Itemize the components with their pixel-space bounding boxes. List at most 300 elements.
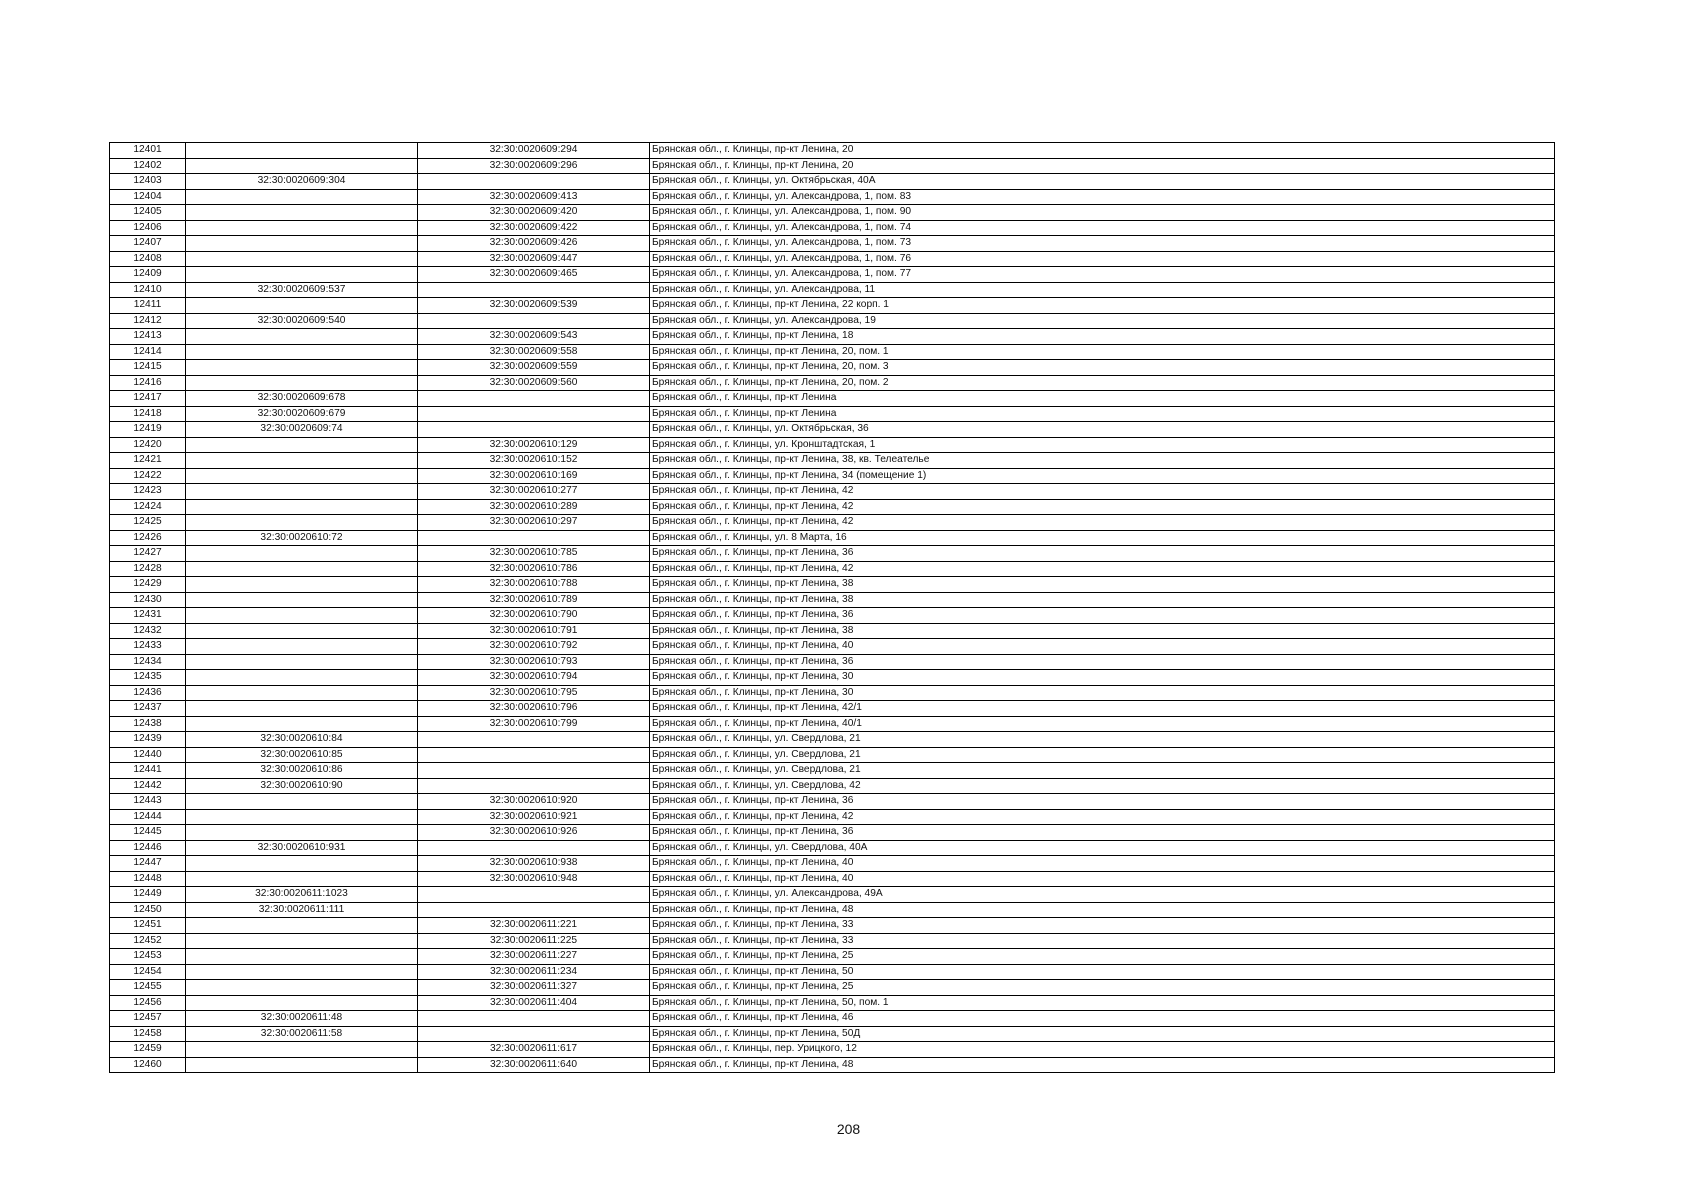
- cadastral-number-b-cell: [418, 887, 650, 903]
- row-number-cell: 12446: [110, 840, 186, 856]
- cadastral-number-a-cell: [186, 933, 418, 949]
- cadastral-number-b-cell: [418, 391, 650, 407]
- row-number-cell: 12460: [110, 1057, 186, 1073]
- cadastral-number-a-cell: 32:30:0020611:111: [186, 902, 418, 918]
- row-number-cell: 12451: [110, 918, 186, 934]
- address-cell: Брянская обл., г. Клинцы, пр-кт Ленина, 42/1: [650, 701, 1555, 717]
- table-row: [110, 701, 1555, 717]
- row-number-cell: 12439: [110, 732, 186, 748]
- cadastral-number-a-cell: 32:30:0020609:540: [186, 313, 418, 329]
- cadastral-number-b-cell: 32:30:0020610:277: [418, 484, 650, 500]
- cadastral-number-a-cell: [186, 794, 418, 810]
- cadastral-number-b-cell: 32:30:0020610:920: [418, 794, 650, 810]
- cadastral-number-b-cell: 32:30:0020609:447: [418, 251, 650, 267]
- cadastral-number-a-cell: [186, 623, 418, 639]
- cadastral-number-b-cell: 32:30:0020609:422: [418, 220, 650, 236]
- cadastral-number-a-cell: [186, 360, 418, 376]
- table-row: [110, 189, 1555, 205]
- cadastral-number-a-cell: [186, 546, 418, 562]
- cadastral-number-a-cell: [186, 220, 418, 236]
- cadastral-number-a-cell: [186, 654, 418, 670]
- address-cell: Брянская обл., г. Клинцы, пр-кт Ленина, 36: [650, 794, 1555, 810]
- table-row: [110, 716, 1555, 732]
- address-cell: Брянская обл., г. Клинцы, пр-кт Ленина, 33: [650, 933, 1555, 949]
- address-cell: Брянская обл., г. Клинцы, пр-кт Ленина, 34 (помещение 1): [650, 468, 1555, 484]
- cadastral-number-b-cell: 32:30:0020611:221: [418, 918, 650, 934]
- cadastral-number-b-cell: [418, 174, 650, 190]
- cadastral-number-a-cell: [186, 344, 418, 360]
- cadastral-number-b-cell: 32:30:0020610:793: [418, 654, 650, 670]
- cadastral-number-b-cell: 32:30:0020610:791: [418, 623, 650, 639]
- cadastral-number-b-cell: [418, 763, 650, 779]
- row-number-cell: 12407: [110, 236, 186, 252]
- cadastral-number-b-cell: 32:30:0020610:921: [418, 809, 650, 825]
- cadastral-number-a-cell: [186, 158, 418, 174]
- address-cell: Брянская обл., г. Клинцы, ул. Александрова, 1, пом. 76: [650, 251, 1555, 267]
- cadastral-number-a-cell: [186, 267, 418, 283]
- address-cell: Брянская обл., г. Клинцы, ул. Александрова, 11: [650, 282, 1555, 298]
- row-number-cell: 12418: [110, 406, 186, 422]
- address-cell: Брянская обл., г. Клинцы, пр-кт Ленина, 22 корп. 1: [650, 298, 1555, 314]
- address-cell: Брянская обл., г. Клинцы, пр-кт Ленина, 20, пом. 1: [650, 344, 1555, 360]
- table-row: [110, 406, 1555, 422]
- row-number-cell: 12457: [110, 1011, 186, 1027]
- row-number-cell: 12435: [110, 670, 186, 686]
- address-cell: Брянская обл., г. Клинцы, пер. Урицкого, 12: [650, 1042, 1555, 1058]
- cadastral-number-b-cell: 32:30:0020610:926: [418, 825, 650, 841]
- cadastral-number-a-cell: [186, 871, 418, 887]
- address-cell: Брянская обл., г. Клинцы, пр-кт Ленина, 33: [650, 918, 1555, 934]
- address-cell: Брянская обл., г. Клинцы, ул. Александрова, 1, пом. 74: [650, 220, 1555, 236]
- cadastral-number-b-cell: 32:30:0020609:559: [418, 360, 650, 376]
- row-number-cell: 12422: [110, 468, 186, 484]
- table-row: [110, 499, 1555, 515]
- cadastral-number-a-cell: 32:30:0020609:74: [186, 422, 418, 438]
- address-cell: Брянская обл., г. Клинцы, пр-кт Ленина, 36: [650, 654, 1555, 670]
- cadastral-number-a-cell: [186, 716, 418, 732]
- cadastral-number-a-cell: 32:30:0020609:679: [186, 406, 418, 422]
- cadastral-number-b-cell: 32:30:0020610:297: [418, 515, 650, 531]
- table-row: [110, 313, 1555, 329]
- cadastral-number-a-cell: [186, 484, 418, 500]
- cadastral-number-b-cell: 32:30:0020610:792: [418, 639, 650, 655]
- table-row: [110, 468, 1555, 484]
- cadastral-number-b-cell: [418, 422, 650, 438]
- table-row: [110, 871, 1555, 887]
- cadastral-number-a-cell: [186, 329, 418, 345]
- cadastral-number-a-cell: [186, 251, 418, 267]
- row-number-cell: 12458: [110, 1026, 186, 1042]
- row-number-cell: 12409: [110, 267, 186, 283]
- row-number-cell: 12433: [110, 639, 186, 655]
- address-cell: Брянская обл., г. Клинцы, ул. 8 Марта, 16: [650, 530, 1555, 546]
- row-number-cell: 12428: [110, 561, 186, 577]
- table-row: [110, 809, 1555, 825]
- cadastral-number-b-cell: 32:30:0020611:225: [418, 933, 650, 949]
- table-row: [110, 437, 1555, 453]
- table-row: [110, 685, 1555, 701]
- address-cell: Брянская обл., г. Клинцы, ул. Александрова, 1, пом. 90: [650, 205, 1555, 221]
- table-row: [110, 887, 1555, 903]
- cadastral-number-b-cell: [418, 406, 650, 422]
- row-number-cell: 12401: [110, 143, 186, 159]
- page-number: 208: [836, 1121, 861, 1137]
- table-row: [110, 1057, 1555, 1073]
- cadastral-number-b-cell: 32:30:0020610:129: [418, 437, 650, 453]
- row-number-cell: 12411: [110, 298, 186, 314]
- cadastral-number-a-cell: [186, 515, 418, 531]
- table-row: [110, 995, 1555, 1011]
- table-row: [110, 205, 1555, 221]
- address-cell: Брянская обл., г. Клинцы, ул. Октябрьская, 40А: [650, 174, 1555, 190]
- cadastral-number-a-cell: [186, 1057, 418, 1073]
- table-row: [110, 391, 1555, 407]
- row-number-cell: 12436: [110, 685, 186, 701]
- table-row: [110, 732, 1555, 748]
- row-number-cell: 12404: [110, 189, 186, 205]
- cadastral-number-a-cell: [186, 453, 418, 469]
- table-row: [110, 267, 1555, 283]
- address-cell: Брянская обл., г. Клинцы, пр-кт Ленина, 50: [650, 964, 1555, 980]
- table-row: [110, 654, 1555, 670]
- row-number-cell: 12448: [110, 871, 186, 887]
- address-cell: Брянская обл., г. Клинцы, пр-кт Ленина: [650, 391, 1555, 407]
- address-cell: Брянская обл., г. Клинцы, пр-кт Ленина, 18: [650, 329, 1555, 345]
- cadastral-number-b-cell: [418, 1011, 650, 1027]
- address-cell: Брянская обл., г. Клинцы, пр-кт Ленина, 50, пом. 1: [650, 995, 1555, 1011]
- row-number-cell: 12450: [110, 902, 186, 918]
- address-cell: Брянская обл., г. Клинцы, пр-кт Ленина, 30: [650, 670, 1555, 686]
- row-number-cell: 12438: [110, 716, 186, 732]
- cadastral-number-a-cell: [186, 236, 418, 252]
- row-number-cell: 12437: [110, 701, 186, 717]
- table-row: [110, 608, 1555, 624]
- cadastral-number-b-cell: 32:30:0020609:296: [418, 158, 650, 174]
- cadastral-number-a-cell: 32:30:0020610:931: [186, 840, 418, 856]
- table-row: [110, 794, 1555, 810]
- row-number-cell: 12421: [110, 453, 186, 469]
- row-number-cell: 12419: [110, 422, 186, 438]
- row-number-cell: 12414: [110, 344, 186, 360]
- table-row: [110, 747, 1555, 763]
- address-cell: Брянская обл., г. Клинцы, пр-кт Ленина, 20, пом. 2: [650, 375, 1555, 391]
- cadastral-number-a-cell: [186, 670, 418, 686]
- cadastral-number-a-cell: [186, 608, 418, 624]
- cadastral-number-a-cell: 32:30:0020609:304: [186, 174, 418, 190]
- address-cell: Брянская обл., г. Клинцы, пр-кт Ленина, 38: [650, 592, 1555, 608]
- cadastral-number-b-cell: 32:30:0020611:617: [418, 1042, 650, 1058]
- cadastral-number-a-cell: [186, 639, 418, 655]
- cadastral-number-b-cell: 32:30:0020610:948: [418, 871, 650, 887]
- cadastral-number-b-cell: [418, 530, 650, 546]
- cadastral-number-a-cell: [186, 375, 418, 391]
- table-row: [110, 546, 1555, 562]
- row-number-cell: 12408: [110, 251, 186, 267]
- table-row: [110, 964, 1555, 980]
- address-cell: Брянская обл., г. Клинцы, пр-кт Ленина, 25: [650, 949, 1555, 965]
- cadastral-number-a-cell: [186, 205, 418, 221]
- cadastral-number-b-cell: 32:30:0020610:796: [418, 701, 650, 717]
- cadastral-number-b-cell: 32:30:0020609:294: [418, 143, 650, 159]
- table-row: [110, 236, 1555, 252]
- cadastral-number-a-cell: [186, 825, 418, 841]
- table-row: [110, 623, 1555, 639]
- address-cell: Брянская обл., г. Клинцы, ул. Александрова, 19: [650, 313, 1555, 329]
- row-number-cell: 12413: [110, 329, 186, 345]
- cadastral-number-a-cell: 32:30:0020609:537: [186, 282, 418, 298]
- cadastral-number-a-cell: [186, 592, 418, 608]
- row-number-cell: 12427: [110, 546, 186, 562]
- cadastral-number-b-cell: 32:30:0020610:938: [418, 856, 650, 872]
- cadastral-number-a-cell: 32:30:0020610:85: [186, 747, 418, 763]
- table-row: [110, 158, 1555, 174]
- address-cell: Брянская обл., г. Клинцы, пр-кт Ленина, 40/1: [650, 716, 1555, 732]
- cadastral-number-a-cell: [186, 468, 418, 484]
- cadastral-number-a-cell: [186, 561, 418, 577]
- address-cell: Брянская обл., г. Клинцы, пр-кт Ленина, 42: [650, 561, 1555, 577]
- address-cell: Брянская обл., г. Клинцы, пр-кт Ленина, 36: [650, 546, 1555, 562]
- table-row: [110, 1042, 1555, 1058]
- cadastral-number-a-cell: 32:30:0020610:90: [186, 778, 418, 794]
- cadastral-number-b-cell: 32:30:0020610:785: [418, 546, 650, 562]
- row-number-cell: 12406: [110, 220, 186, 236]
- cadastral-number-a-cell: 32:30:0020610:72: [186, 530, 418, 546]
- cadastral-number-b-cell: [418, 732, 650, 748]
- row-number-cell: 12434: [110, 654, 186, 670]
- row-number-cell: 12432: [110, 623, 186, 639]
- row-number-cell: 12417: [110, 391, 186, 407]
- row-number-cell: 12431: [110, 608, 186, 624]
- table-row: [110, 577, 1555, 593]
- row-number-cell: 12405: [110, 205, 186, 221]
- cadastral-number-b-cell: 32:30:0020609:426: [418, 236, 650, 252]
- address-cell: Брянская обл., г. Клинцы, пр-кт Ленина, 42: [650, 499, 1555, 515]
- row-number-cell: 12440: [110, 747, 186, 763]
- address-cell: Брянская обл., г. Клинцы, пр-кт Ленина, 25: [650, 980, 1555, 996]
- registry-table-body: [110, 143, 1555, 1073]
- cadastral-number-b-cell: 32:30:0020610:786: [418, 561, 650, 577]
- cadastral-number-b-cell: 32:30:0020610:790: [418, 608, 650, 624]
- cadastral-number-b-cell: 32:30:0020609:543: [418, 329, 650, 345]
- cadastral-number-a-cell: [186, 964, 418, 980]
- cadastral-number-b-cell: 32:30:0020610:152: [418, 453, 650, 469]
- row-number-cell: 12425: [110, 515, 186, 531]
- cadastral-number-b-cell: 32:30:0020609:465: [418, 267, 650, 283]
- table-row: [110, 1011, 1555, 1027]
- cadastral-number-b-cell: [418, 313, 650, 329]
- cadastral-number-b-cell: 32:30:0020610:289: [418, 499, 650, 515]
- row-number-cell: 12402: [110, 158, 186, 174]
- address-cell: Брянская обл., г. Клинцы, пр-кт Ленина, 20: [650, 143, 1555, 159]
- row-number-cell: 12453: [110, 949, 186, 965]
- row-number-cell: 12429: [110, 577, 186, 593]
- address-cell: Брянская обл., г. Клинцы, пр-кт Ленина: [650, 406, 1555, 422]
- table-row: [110, 949, 1555, 965]
- address-cell: Брянская обл., г. Клинцы, пр-кт Ленина, 46: [650, 1011, 1555, 1027]
- table-row: [110, 360, 1555, 376]
- cadastral-number-a-cell: 32:30:0020609:678: [186, 391, 418, 407]
- cadastral-number-a-cell: 32:30:0020610:84: [186, 732, 418, 748]
- cadastral-number-b-cell: 32:30:0020610:789: [418, 592, 650, 608]
- cadastral-number-a-cell: [186, 918, 418, 934]
- row-number-cell: 12426: [110, 530, 186, 546]
- table-row: [110, 918, 1555, 934]
- cadastral-number-b-cell: [418, 902, 650, 918]
- row-number-cell: 12447: [110, 856, 186, 872]
- cadastral-number-a-cell: [186, 577, 418, 593]
- row-number-cell: 12445: [110, 825, 186, 841]
- row-number-cell: 12455: [110, 980, 186, 996]
- row-number-cell: 12444: [110, 809, 186, 825]
- address-cell: Брянская обл., г. Клинцы, пр-кт Ленина, 36: [650, 825, 1555, 841]
- address-cell: Брянская обл., г. Клинцы, пр-кт Ленина, 36: [650, 608, 1555, 624]
- cadastral-number-a-cell: 32:30:0020610:86: [186, 763, 418, 779]
- row-number-cell: 12403: [110, 174, 186, 190]
- row-number-cell: 12456: [110, 995, 186, 1011]
- cadastral-number-a-cell: [186, 701, 418, 717]
- address-cell: Брянская обл., г. Клинцы, пр-кт Ленина, 30: [650, 685, 1555, 701]
- table-row: [110, 561, 1555, 577]
- table-row: [110, 282, 1555, 298]
- address-cell: Брянская обл., г. Клинцы, пр-кт Ленина, 50Д: [650, 1026, 1555, 1042]
- registry-table: [109, 142, 1555, 1073]
- table-row: [110, 902, 1555, 918]
- table-row: [110, 825, 1555, 841]
- cadastral-number-a-cell: [186, 685, 418, 701]
- cadastral-number-b-cell: 32:30:0020609:413: [418, 189, 650, 205]
- row-number-cell: 12415: [110, 360, 186, 376]
- row-number-cell: 12420: [110, 437, 186, 453]
- row-number-cell: 12416: [110, 375, 186, 391]
- address-cell: Брянская обл., г. Клинцы, ул. Свердлова, 21: [650, 732, 1555, 748]
- cadastral-number-a-cell: [186, 298, 418, 314]
- cadastral-number-b-cell: [418, 840, 650, 856]
- cadastral-number-a-cell: [186, 856, 418, 872]
- address-cell: Брянская обл., г. Клинцы, пр-кт Ленина, 40: [650, 856, 1555, 872]
- row-number-cell: 12454: [110, 964, 186, 980]
- row-number-cell: 12442: [110, 778, 186, 794]
- address-cell: Брянская обл., г. Клинцы, ул. Свердлова, 21: [650, 747, 1555, 763]
- cadastral-number-b-cell: 32:30:0020609:560: [418, 375, 650, 391]
- cadastral-number-b-cell: 32:30:0020611:327: [418, 980, 650, 996]
- table-row: [110, 251, 1555, 267]
- cadastral-number-b-cell: 32:30:0020611:640: [418, 1057, 650, 1073]
- table-row: [110, 592, 1555, 608]
- table-row: [110, 778, 1555, 794]
- table-row: [110, 453, 1555, 469]
- row-number-cell: 12459: [110, 1042, 186, 1058]
- cadastral-number-b-cell: 32:30:0020610:795: [418, 685, 650, 701]
- table-row: [110, 422, 1555, 438]
- address-cell: Брянская обл., г. Клинцы, ул. Александрова, 1, пом. 73: [650, 236, 1555, 252]
- address-cell: Брянская обл., г. Клинцы, пр-кт Ленина, 42: [650, 809, 1555, 825]
- address-cell: Брянская обл., г. Клинцы, пр-кт Ленина, 42: [650, 484, 1555, 500]
- cadastral-number-b-cell: 32:30:0020609:558: [418, 344, 650, 360]
- cadastral-number-a-cell: [186, 995, 418, 1011]
- row-number-cell: 12430: [110, 592, 186, 608]
- cadastral-number-a-cell: [186, 949, 418, 965]
- table-row: [110, 670, 1555, 686]
- table-row: [110, 933, 1555, 949]
- address-cell: Брянская обл., г. Клинцы, пр-кт Ленина, 20, пом. 3: [650, 360, 1555, 376]
- cadastral-number-b-cell: [418, 1026, 650, 1042]
- table-row: [110, 1026, 1555, 1042]
- address-cell: Брянская обл., г. Клинцы, ул. Александрова, 1, пом. 83: [650, 189, 1555, 205]
- cadastral-number-a-cell: 32:30:0020611:58: [186, 1026, 418, 1042]
- cadastral-number-a-cell: 32:30:0020611:48: [186, 1011, 418, 1027]
- table-row: [110, 143, 1555, 159]
- row-number-cell: 12410: [110, 282, 186, 298]
- cadastral-number-a-cell: [186, 499, 418, 515]
- table-row: [110, 840, 1555, 856]
- address-cell: Брянская обл., г. Клинцы, пр-кт Ленина, 40: [650, 871, 1555, 887]
- address-cell: Брянская обл., г. Клинцы, пр-кт Ленина, 48: [650, 1057, 1555, 1073]
- cadastral-number-a-cell: [186, 189, 418, 205]
- address-cell: Брянская обл., г. Клинцы, ул. Октябрьская, 36: [650, 422, 1555, 438]
- table-row: [110, 298, 1555, 314]
- cadastral-number-a-cell: [186, 980, 418, 996]
- table-row: [110, 856, 1555, 872]
- address-cell: Брянская обл., г. Клинцы, ул. Свердлова, 42: [650, 778, 1555, 794]
- table-row: [110, 484, 1555, 500]
- address-cell: Брянская обл., г. Клинцы, пр-кт Ленина, 20: [650, 158, 1555, 174]
- address-cell: Брянская обл., г. Клинцы, пр-кт Ленина, 38, кв. Телеателье: [650, 453, 1555, 469]
- address-cell: Брянская обл., г. Клинцы, пр-кт Ленина, 38: [650, 623, 1555, 639]
- table-row: [110, 344, 1555, 360]
- cadastral-number-b-cell: [418, 778, 650, 794]
- cadastral-number-b-cell: 32:30:0020609:539: [418, 298, 650, 314]
- address-cell: Брянская обл., г. Клинцы, ул. Александрова, 49А: [650, 887, 1555, 903]
- table-row: [110, 530, 1555, 546]
- table-row: [110, 980, 1555, 996]
- cadastral-number-b-cell: 32:30:0020610:169: [418, 468, 650, 484]
- cadastral-number-b-cell: 32:30:0020611:404: [418, 995, 650, 1011]
- table-row: [110, 375, 1555, 391]
- table-row: [110, 220, 1555, 236]
- cadastral-number-b-cell: 32:30:0020611:227: [418, 949, 650, 965]
- address-cell: Брянская обл., г. Клинцы, ул. Кронштадтская, 1: [650, 437, 1555, 453]
- table-row: [110, 515, 1555, 531]
- row-number-cell: 12449: [110, 887, 186, 903]
- table-row: [110, 639, 1555, 655]
- cadastral-number-b-cell: [418, 282, 650, 298]
- row-number-cell: 12441: [110, 763, 186, 779]
- cadastral-number-a-cell: 32:30:0020611:1023: [186, 887, 418, 903]
- cadastral-number-b-cell: 32:30:0020610:788: [418, 577, 650, 593]
- table-row: [110, 174, 1555, 190]
- address-cell: Брянская обл., г. Клинцы, ул. Свердлова, 21: [650, 763, 1555, 779]
- cadastral-number-b-cell: 32:30:0020610:794: [418, 670, 650, 686]
- cadastral-number-a-cell: [186, 1042, 418, 1058]
- cadastral-number-a-cell: [186, 143, 418, 159]
- row-number-cell: 12424: [110, 499, 186, 515]
- table-row: [110, 763, 1555, 779]
- table-row: [110, 329, 1555, 345]
- cadastral-number-b-cell: 32:30:0020611:234: [418, 964, 650, 980]
- cadastral-number-a-cell: [186, 437, 418, 453]
- cadastral-number-b-cell: 32:30:0020609:420: [418, 205, 650, 221]
- cadastral-number-b-cell: 32:30:0020610:799: [418, 716, 650, 732]
- row-number-cell: 12443: [110, 794, 186, 810]
- address-cell: Брянская обл., г. Клинцы, пр-кт Ленина, 42: [650, 515, 1555, 531]
- address-cell: Брянская обл., г. Клинцы, пр-кт Ленина, 38: [650, 577, 1555, 593]
- address-cell: Брянская обл., г. Клинцы, пр-кт Ленина, 40: [650, 639, 1555, 655]
- row-number-cell: 12412: [110, 313, 186, 329]
- row-number-cell: 12423: [110, 484, 186, 500]
- cadastral-number-b-cell: [418, 747, 650, 763]
- row-number-cell: 12452: [110, 933, 186, 949]
- address-cell: Брянская обл., г. Клинцы, ул. Свердлова, 40А: [650, 840, 1555, 856]
